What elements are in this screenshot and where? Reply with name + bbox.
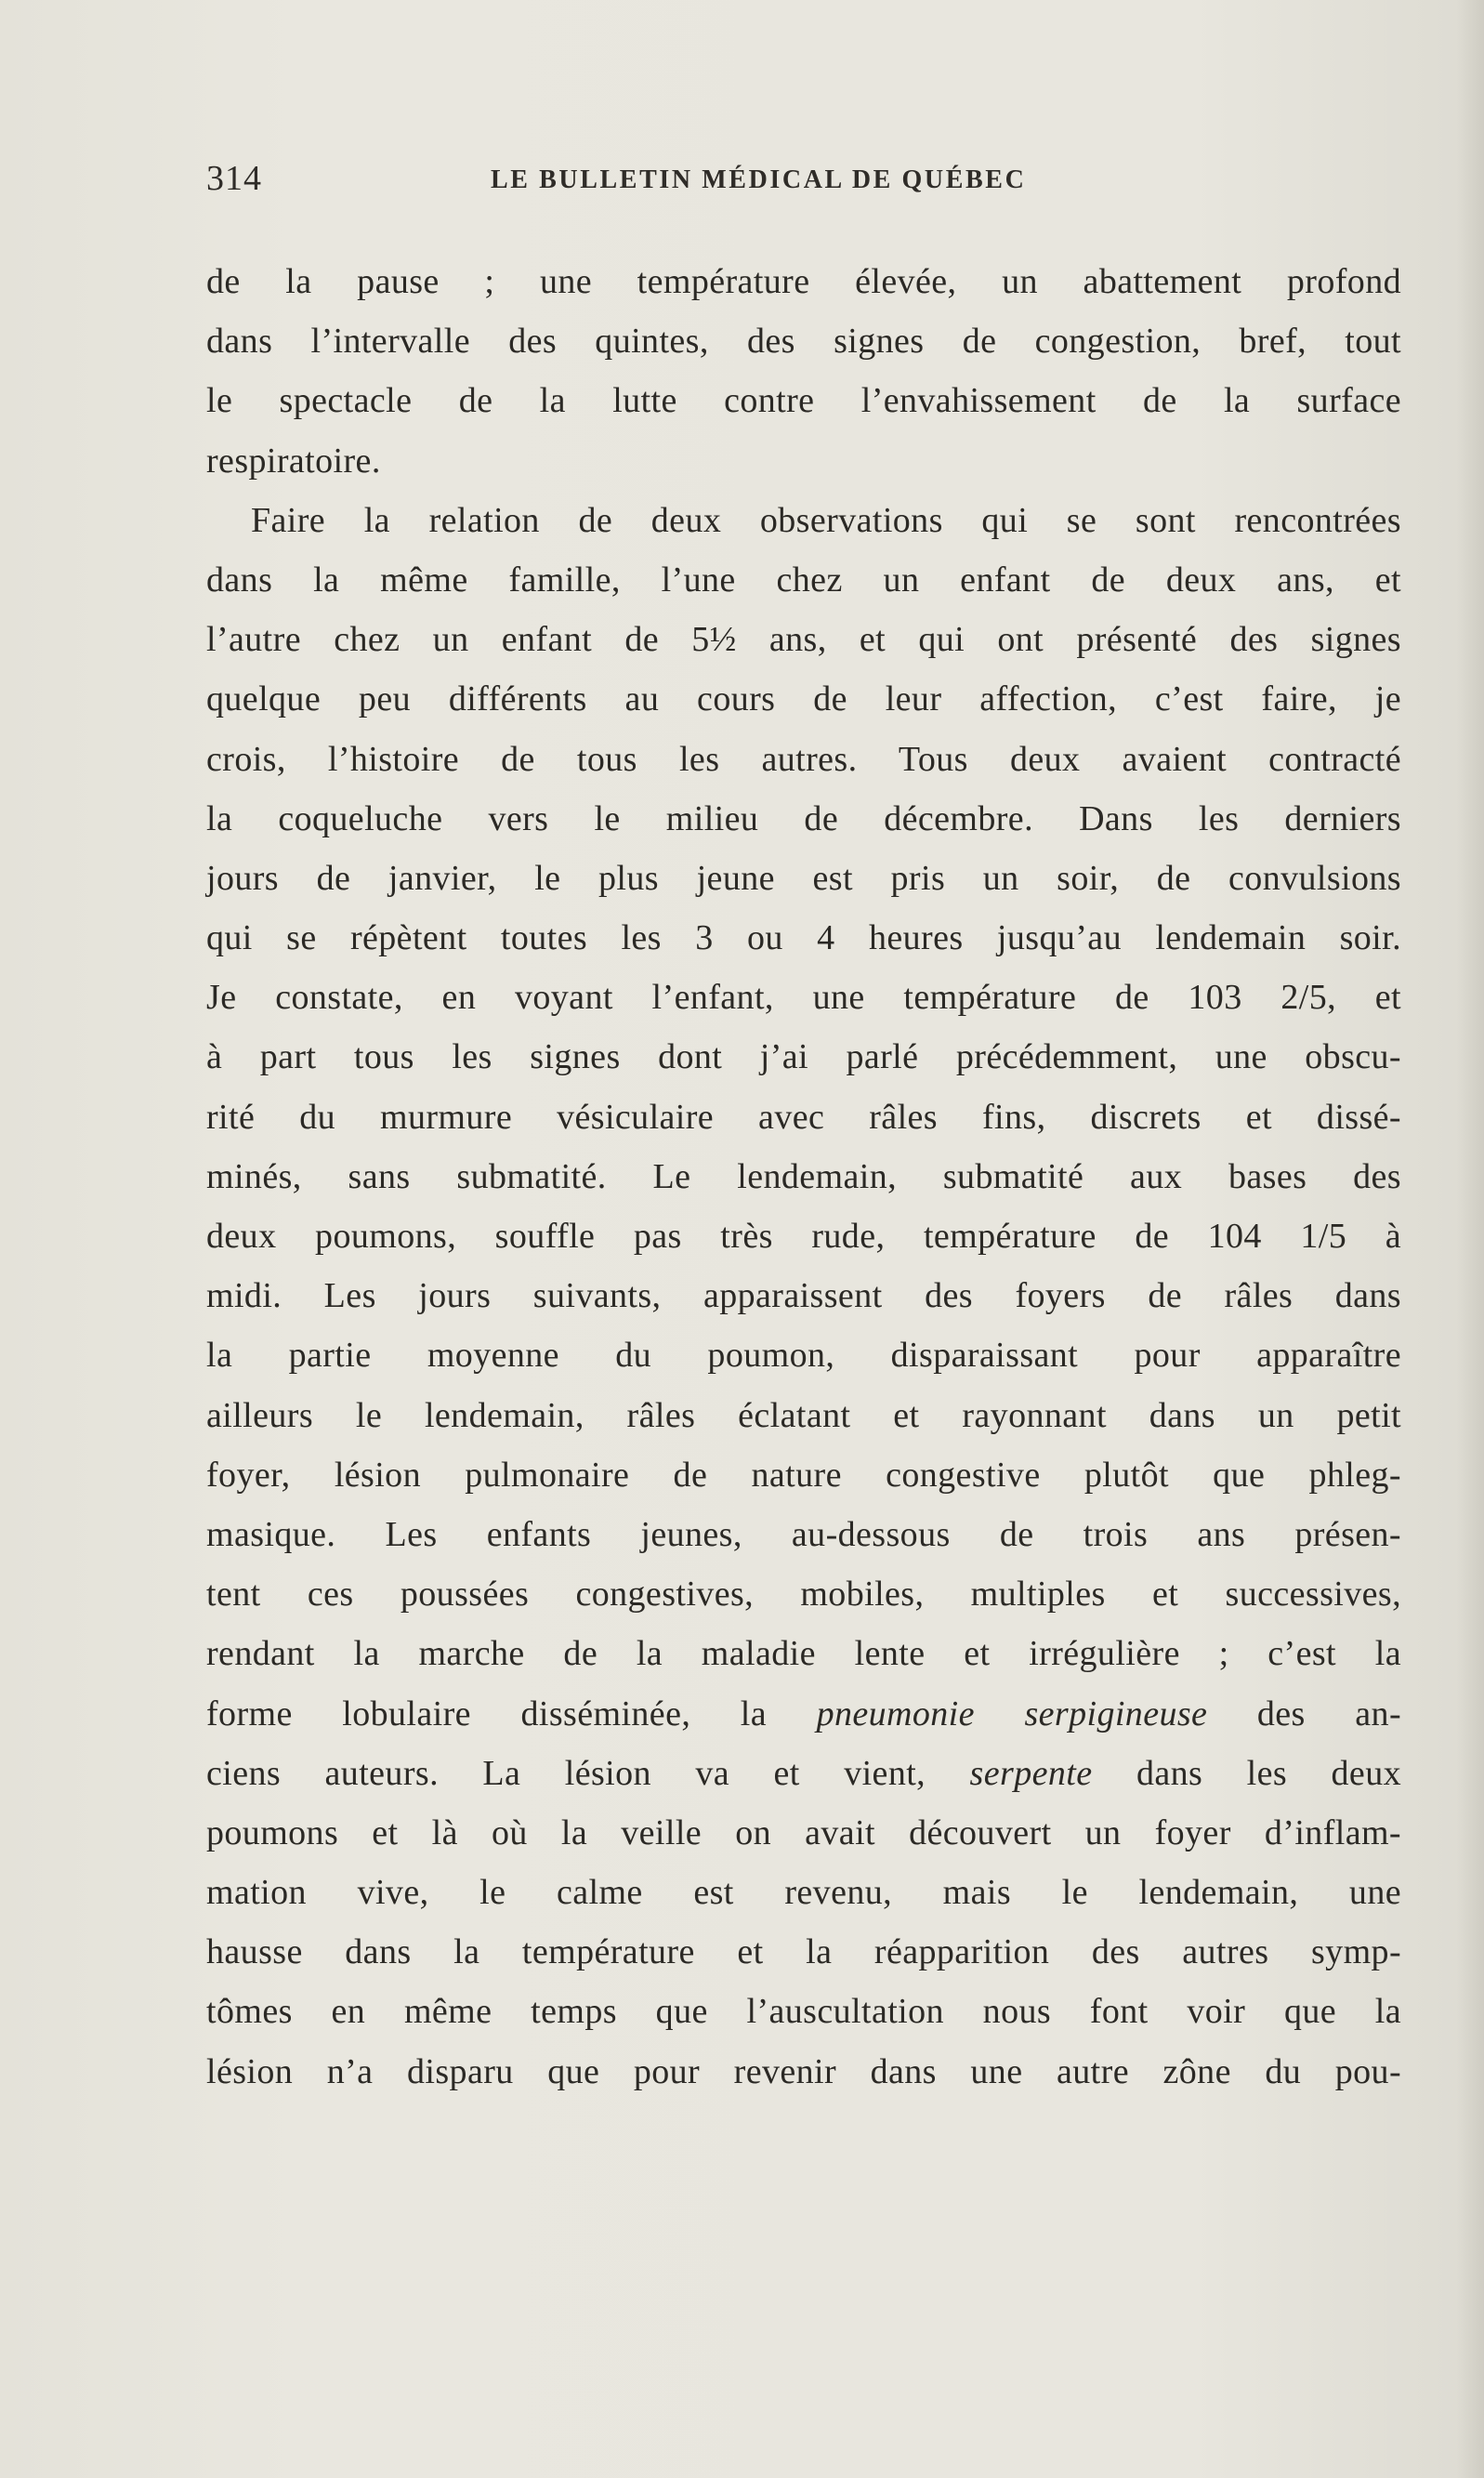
journal-title: LE BULLETIN MÉDICAL DE QUÉBEC [491,165,1027,194]
text-line: jours de janvier, le plus jeune est pris un soir, de convulsions [206,858,1401,898]
text-line: respiratoire. [206,441,381,481]
text-line: poumons et là où la veille on avait découvert un foyer d’inflam- [206,1812,1401,1852]
body-text [206,252,1401,2102]
text-line: minés, sans submatité. Le lendemain, submatité aux bases des [206,1156,1401,1196]
text-line: dans la même famille, l’une chez un enfant de deux ans, et [206,560,1401,600]
text-line: tent ces poussées congestives, mobiles, multiples et successives, [206,1575,1401,1615]
running-head [206,158,1401,206]
text-line: la coqueluche vers le milieu de décembre. Dans les derniers [206,798,1401,838]
text-line: masique. Les enfants jeunes, au-dessous de trois ans présen- [206,1514,1401,1554]
text-segment: forme lobulaire disséminée, la [206,1694,817,1733]
text-line: dans l’intervalle des quintes, des signes de congestion, bref, tout [206,322,1401,362]
text-line: mation vive, le calme est revenu, mais le lendemain, une [206,1873,1401,1913]
page-edge-shadow [1456,0,1484,2478]
text-line: deux poumons, souffle pas très rude, température de 104 1/5 à [206,1217,1401,1256]
text-line: l’autre chez un enfant de 5½ ans, et qui ont présenté des signes [206,620,1401,660]
text-line [206,1684,1401,1744]
text-segment: dans les deux [1092,1753,1401,1793]
text-line: rité du murmure vésiculaire avec râles fins, discrets et dissé- [206,1097,1401,1137]
text-line: à part tous les signes dont j’ai parlé précédemment, une obscu- [206,1037,1401,1077]
text-line: tômes en même temps que l’auscultation nous font voir que la [206,1992,1401,2032]
text-line: le spectacle de la lutte contre l’envahissement de la surface [206,381,1401,421]
text-line: qui se répètent toutes les 3 ou 4 heures jusqu’au lendemain soir. [206,918,1401,958]
text-line: quelque peu différents au cours de leur affection, c’est faire, je [206,679,1401,719]
text-line: hausse dans la température et la réapparition des autres symp- [206,1932,1401,1972]
text-line: foyer, lésion pulmonaire de nature congestive plutôt que phleg- [206,1455,1401,1495]
text-line [206,1744,1401,1803]
text-line: de la pause ; une température élevée, un abattement profond [206,262,1401,301]
text-line: midi. Les jours suivants, apparaissent des foyers de râles dans [206,1276,1401,1316]
text-segment: des an- [1207,1694,1401,1733]
italic-term: serpente [969,1753,1093,1793]
page-number: 314 [206,159,262,198]
text-line: la partie moyenne du poumon, disparaissant pour apparaître [206,1336,1401,1376]
italic-term: pneumonie serpigineuse [816,1694,1208,1733]
text-line: rendant la marche de la maladie lente et irrégulière ; c’est la [206,1634,1401,1674]
text-line: ailleurs le lendemain, râles éclatant et rayonnant dans un petit [206,1395,1401,1435]
text-line: Faire la relation de deux observations qui se sont rencontrées [251,500,1401,540]
text-line: lésion n’a disparu que pour revenir dans une autre zône du pou- [206,2051,1401,2091]
text-line: Je constate, en voyant l’enfant, une température de 103 2/5, et [206,978,1401,1018]
text-segment: ciens auteurs. La lésion va et vient, [206,1753,970,1793]
text-line: crois, l’histoire de tous les autres. Tous deux avaient contracté [206,739,1401,779]
